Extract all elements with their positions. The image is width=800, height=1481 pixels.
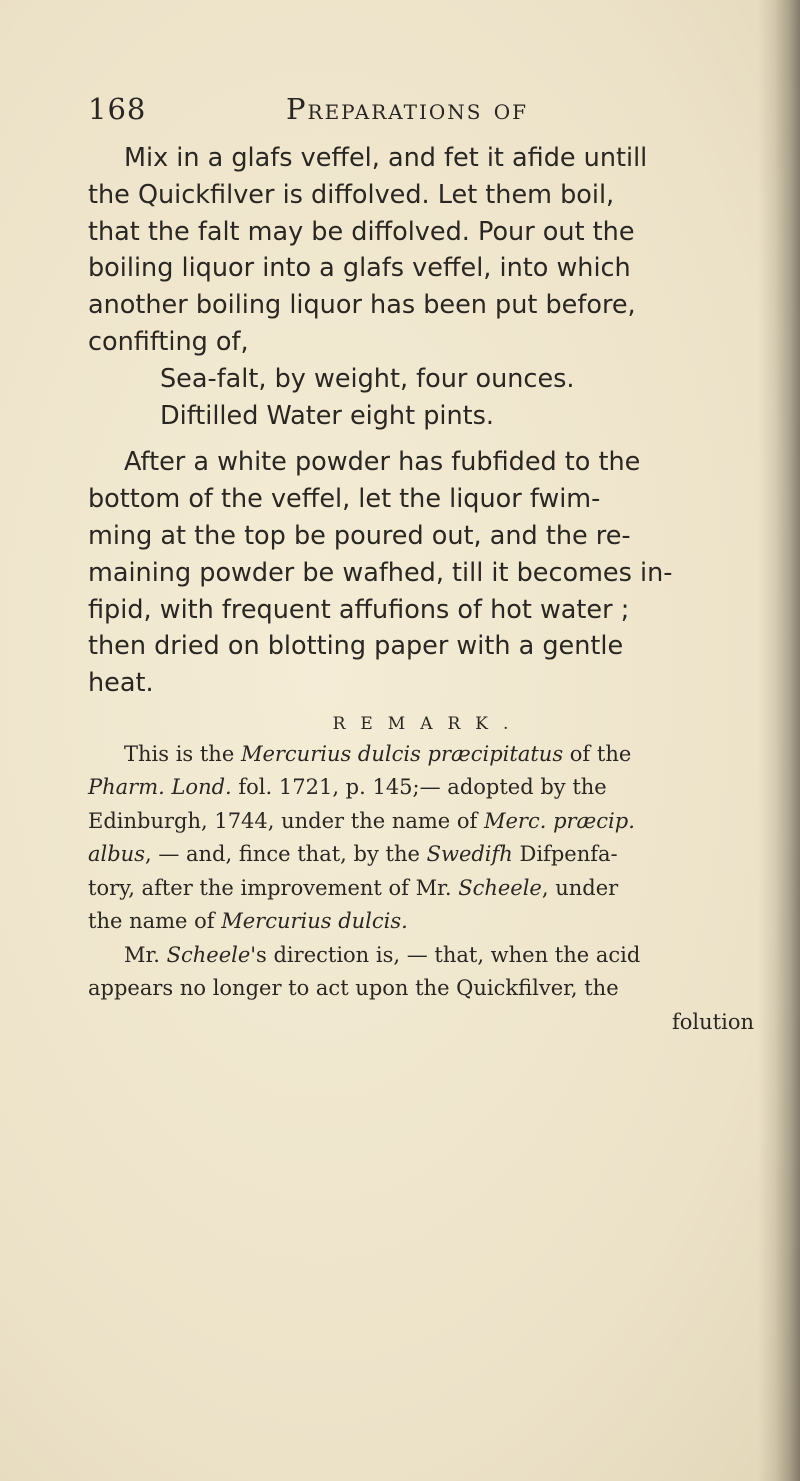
- running-header: [88, 72, 728, 132]
- remark-line: the name of Mercurius dulcis.: [88, 909, 408, 934]
- text-line: fipid, with frequent affufions of hot water ;: [88, 594, 630, 625]
- remark-line: Pharm. Lond. fol. 1721, p. 145;— adopted by the: [88, 775, 607, 800]
- latin-term: Mercurius dulcis.: [221, 909, 408, 934]
- latin-term: albus: [88, 842, 145, 867]
- remark-heading: REMARK.: [332, 713, 524, 734]
- proper-name: Swedifh: [426, 842, 513, 867]
- remark-text: [88, 738, 758, 1040]
- remark-line: appears no longer to act upon the Quickfilver, the: [88, 976, 619, 1001]
- text-line: then dried on blotting paper with a gentle: [88, 631, 624, 662]
- citation: Pharm. Lond.: [88, 775, 232, 800]
- text-line: ming at the top be poured out, and the re-: [88, 520, 631, 551]
- page-spine-shadow: [758, 0, 800, 1481]
- text-line: confifting of,: [88, 326, 249, 357]
- ingredient-line: Sea-falt, by weight, four ounces.: [160, 363, 575, 394]
- remark-line: Mr. Scheele's direction is, — that, when the acid: [124, 942, 641, 967]
- text-line: bottom of the veffel, let the liquor fwim-: [88, 484, 601, 515]
- remark-line: Edinburgh, 1744, under the name of Merc. præcip.: [88, 808, 635, 833]
- latin-term: Mercurius dulcis præcipitatus: [240, 741, 564, 766]
- page-number: 168: [88, 92, 147, 126]
- text-line: Mix in a glafs veffel, and fet it afide untill: [124, 143, 648, 173]
- text-line: maining powder be wafhed, till it becomes in-: [88, 557, 673, 588]
- latin-term: Merc. præcip.: [484, 808, 635, 833]
- text-line: that the falt may be diffolved. Pour out the: [88, 216, 635, 247]
- text-line: the Quickfilver is diffolved. Let them boil,: [88, 179, 615, 210]
- ingredient-line: Diftilled Water eight pints.: [160, 400, 495, 431]
- remark-line: This is the Mercurius dulcis præcipitatus of the: [124, 741, 632, 766]
- remark-line: albus, — and, fince that, by the Swedifh Difpenfa-: [88, 842, 618, 867]
- text-line: After a white powder has fubfided to the: [124, 447, 641, 478]
- text-line: heat.: [88, 668, 154, 699]
- proper-name: Scheele: [458, 875, 542, 900]
- running-title: Preparations of: [286, 92, 528, 126]
- text-line: another boiling liquor has been put before,: [88, 290, 636, 321]
- text-line: boiling liquor into a glafs veffel, into which: [88, 253, 631, 284]
- remark-line: tory, after the improvement of Mr. Scheele, under: [88, 875, 619, 900]
- catchword: folution: [672, 1009, 754, 1034]
- main-text: [88, 140, 758, 1039]
- proper-name: Scheele: [166, 942, 251, 967]
